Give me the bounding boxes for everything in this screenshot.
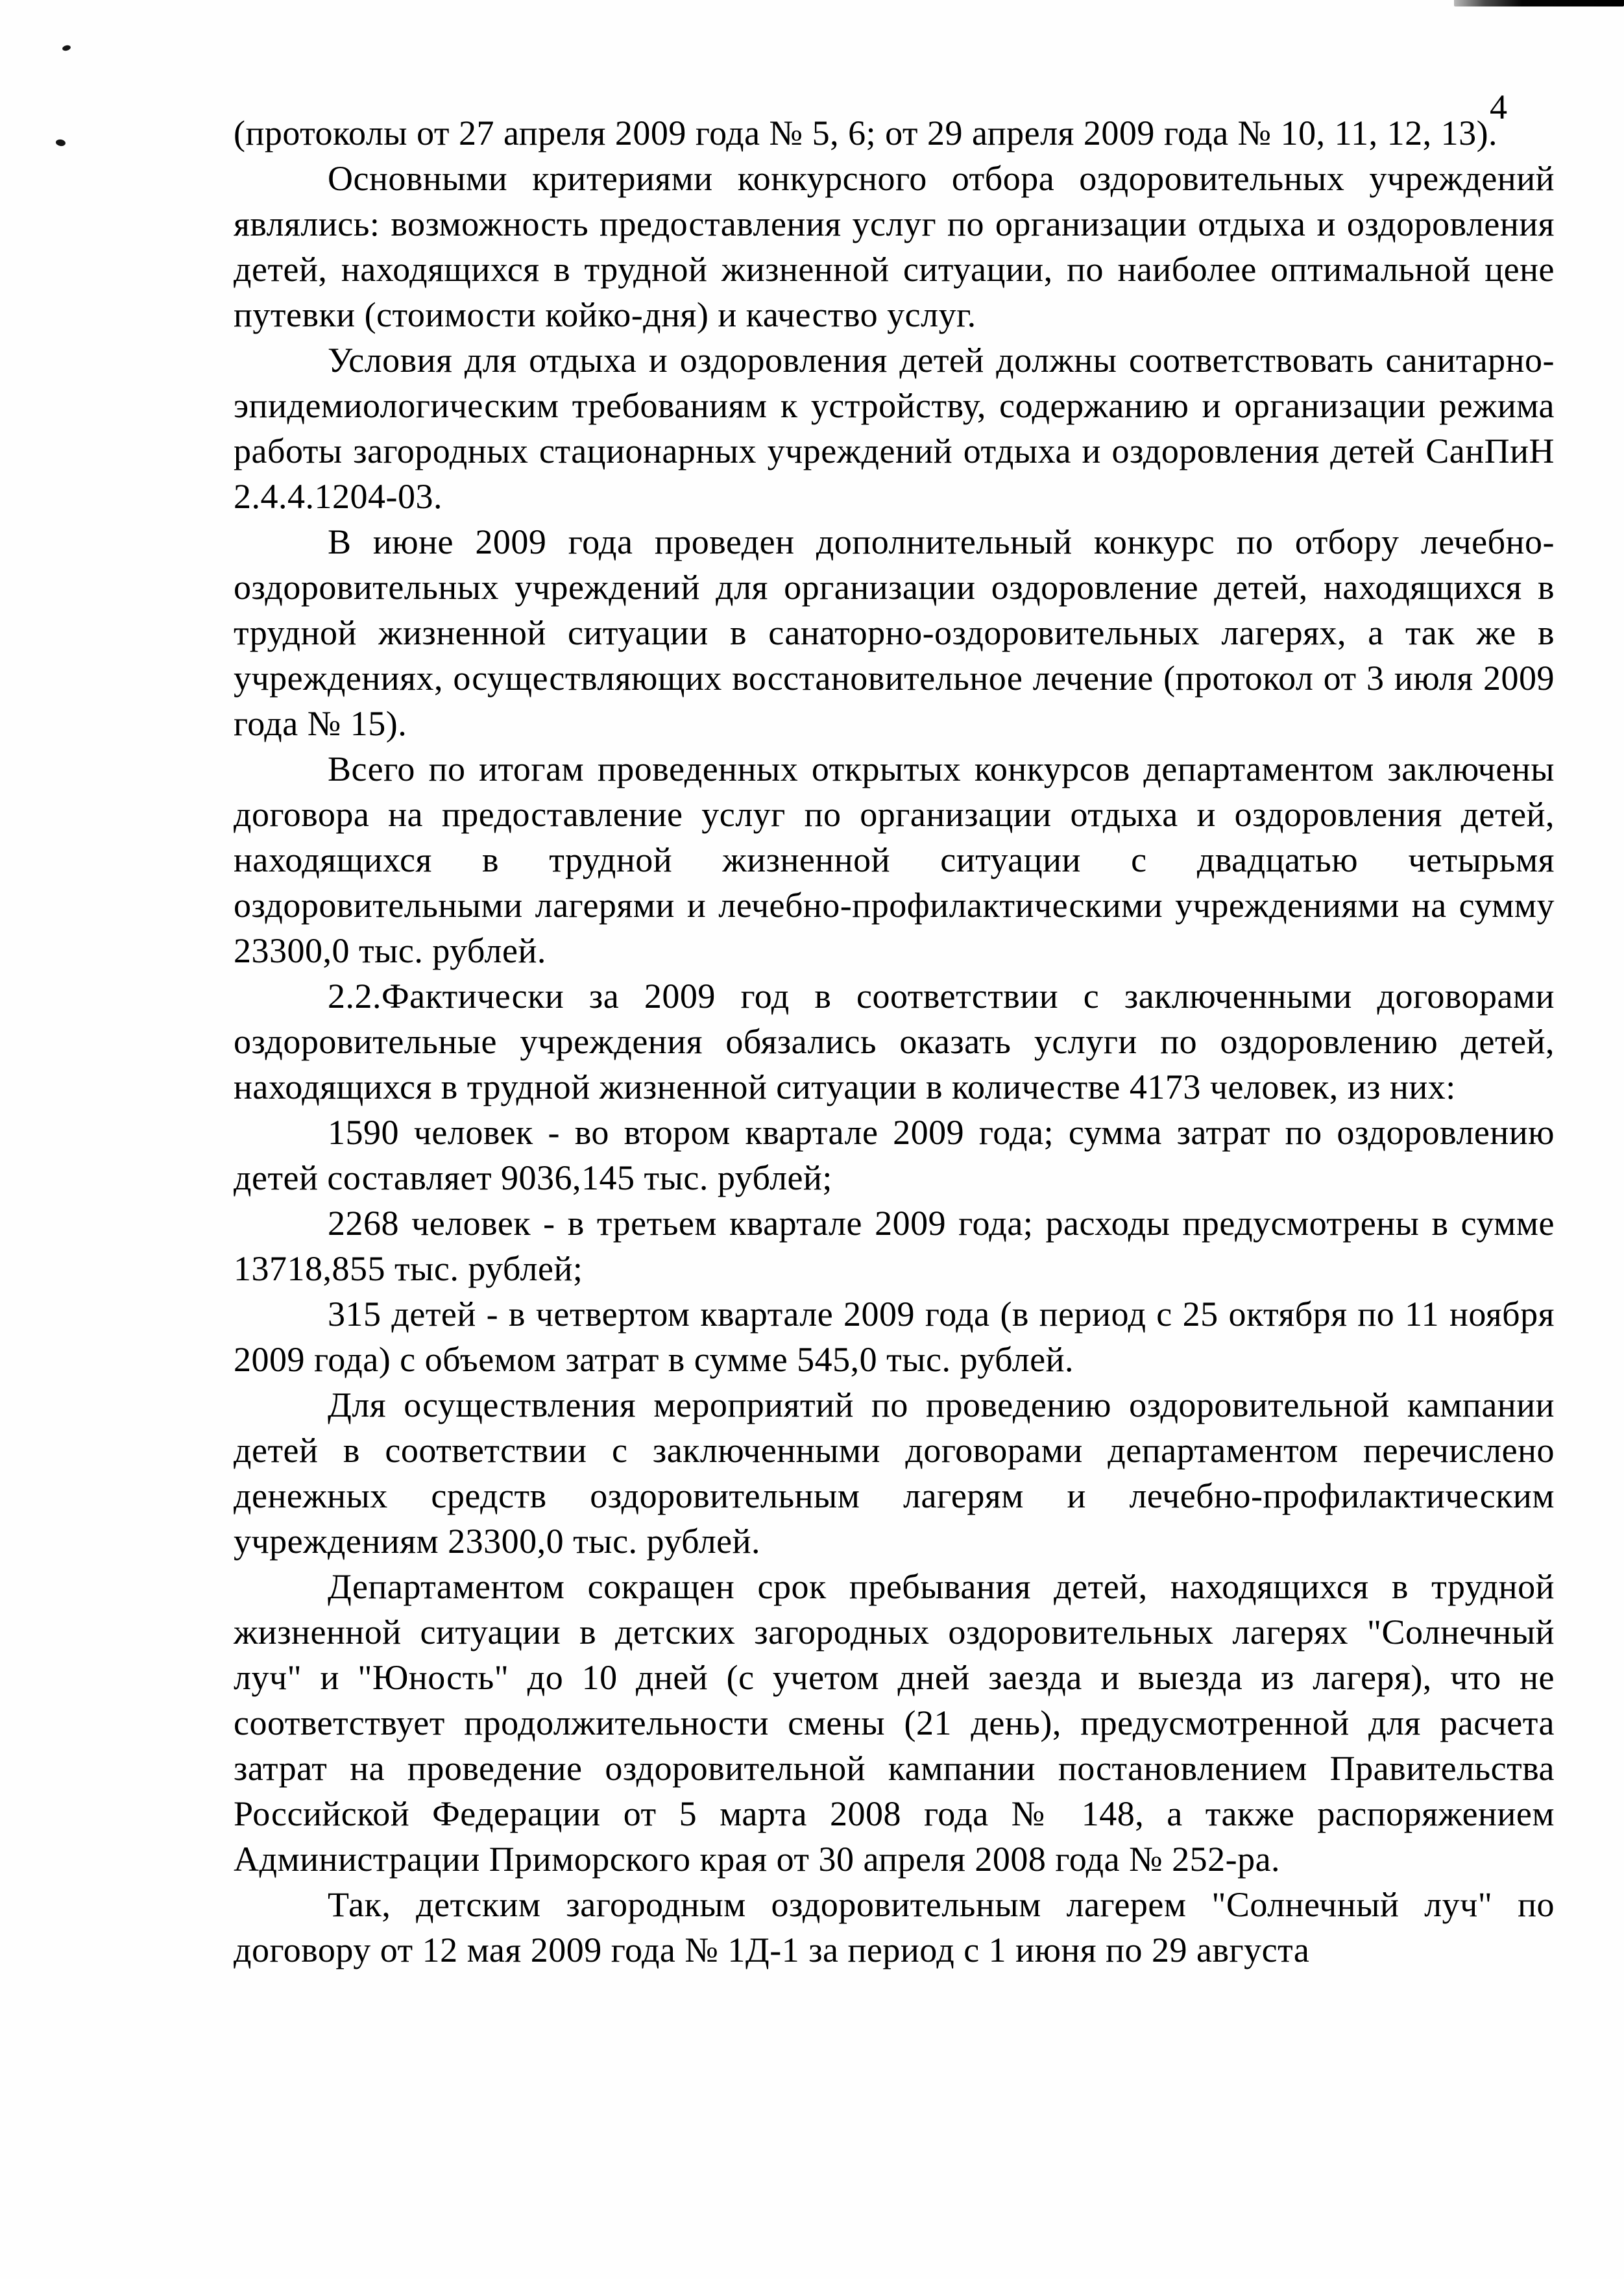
paragraph-contracts-total: Всего по итогам проведенных открытых конкурсов департаментом заключены договора на предоставление услуг по организации отдыха и оздоровления детей, находящихся в трудной жизненной ситуации с двадцатью четырьмя оздоровительными лагерями и лечебно-профилактическими учреждениями на сумму 23300,0 тыс. рублей.	[234, 750, 1555, 970]
document-body	[234, 110, 1555, 1973]
paragraph-additional-contest-june-2009: В июне 2009 года проведен дополнительный конкурс по отбору лечебно-оздоровительных учреждений для организации оздоровление детей, находящихся в трудной жизненной ситуации в санаторно-оздоровительных лагерях, а так же в учреждениях, осуществляющих восстановительное лечение (протокол от 3 июля 2009 года № 15).	[234, 522, 1555, 743]
paragraph-third-quarter: 2268 человек - в третьем квартале 2009 года; расходы предусмотрены в сумме 13718,855 тыс. рублей;	[234, 1204, 1555, 1288]
scan-speck	[62, 45, 71, 52]
paragraph-second-quarter: 1590 человек - во втором квартале 2009 года; сумма затрат по оздоровлению детей составляет 9036,145 тыс. рублей;	[234, 1113, 1555, 1197]
page-number: 4	[1490, 88, 1507, 127]
paragraph-solnechny-luch-contract: Так, детским загородным оздоровительным лагерем "Солнечный луч" по договору от 12 мая 2009 года № 1Д-1 за период с 1 июня по 29 августа	[234, 1885, 1555, 1969]
paragraph-fourth-quarter: 315 детей - в четвертом квартале 2009 года (в период с 25 октября по 11 ноября 2009 года) с объемом затрат в сумме 545,0 тыс. рублей.	[234, 1295, 1555, 1379]
paragraph-shortened-stay: Департаментом сокращен срок пребывания детей, находящихся в трудной жизненной ситуации в детских загородных оздоровительных лагерях "Солнечный луч" и "Юность" до 10 дней (с учетом дней заезда и выезда из лагеря), что не соответствует продолжительности смены (21 день), предусмотренной для расчета затрат на проведение оздоровительной кампании постановлением Правительства Российской Федерации от 5 марта 2008 года № 148, а также распоряжением Администрации Приморского края от 30 апреля 2008 года № 252-ра.	[234, 1567, 1555, 1879]
paragraph-protocols-continuation: (протоколы от 27 апреля 2009 года № 5, 6; от 29 апреля 2009 года № 10, 11, 12, 13).	[234, 114, 1498, 152]
paragraph-selection-criteria: Основными критериями конкурсного отбора оздоровительных учреждений являлись: возможность предоставления услуг по организации отдыха и оздоровления детей, находящихся в трудной жизненной ситуации, по наиболее оптимальной цене путевки (стоимости койко-дня) и качество услуг.	[234, 159, 1555, 334]
paragraph-sanitary-requirements: Условия для отдыха и оздоровления детей должны соответствовать санитарно-эпидемиологическим требованиям к устройству, содержанию и организации режима работы загородных стационарных учреждений отдыха и оздоровления детей СанПиН 2.4.4.1204-03.	[234, 341, 1555, 516]
scan-speck	[55, 139, 66, 147]
paragraph-2-2-actual-services: 2.2.Фактически за 2009 год в соответствии с заключенными договорами оздоровительные учреждения обязались оказать услуги по оздоровлению детей, находящихся в трудной жизненной ситуации в количестве 4173 человек, из них:	[234, 977, 1555, 1106]
scan-artifact-bar	[1454, 0, 1624, 6]
paragraph-funds-transferred: Для осуществления мероприятий по проведению оздоровительной кампании детей в соответствии с заключенными договорами департаментом перечислено денежных средств оздоровительным лагерям и лечебно-профилактическим учреждениям 23300,0 тыс. рублей.	[234, 1385, 1555, 1561]
